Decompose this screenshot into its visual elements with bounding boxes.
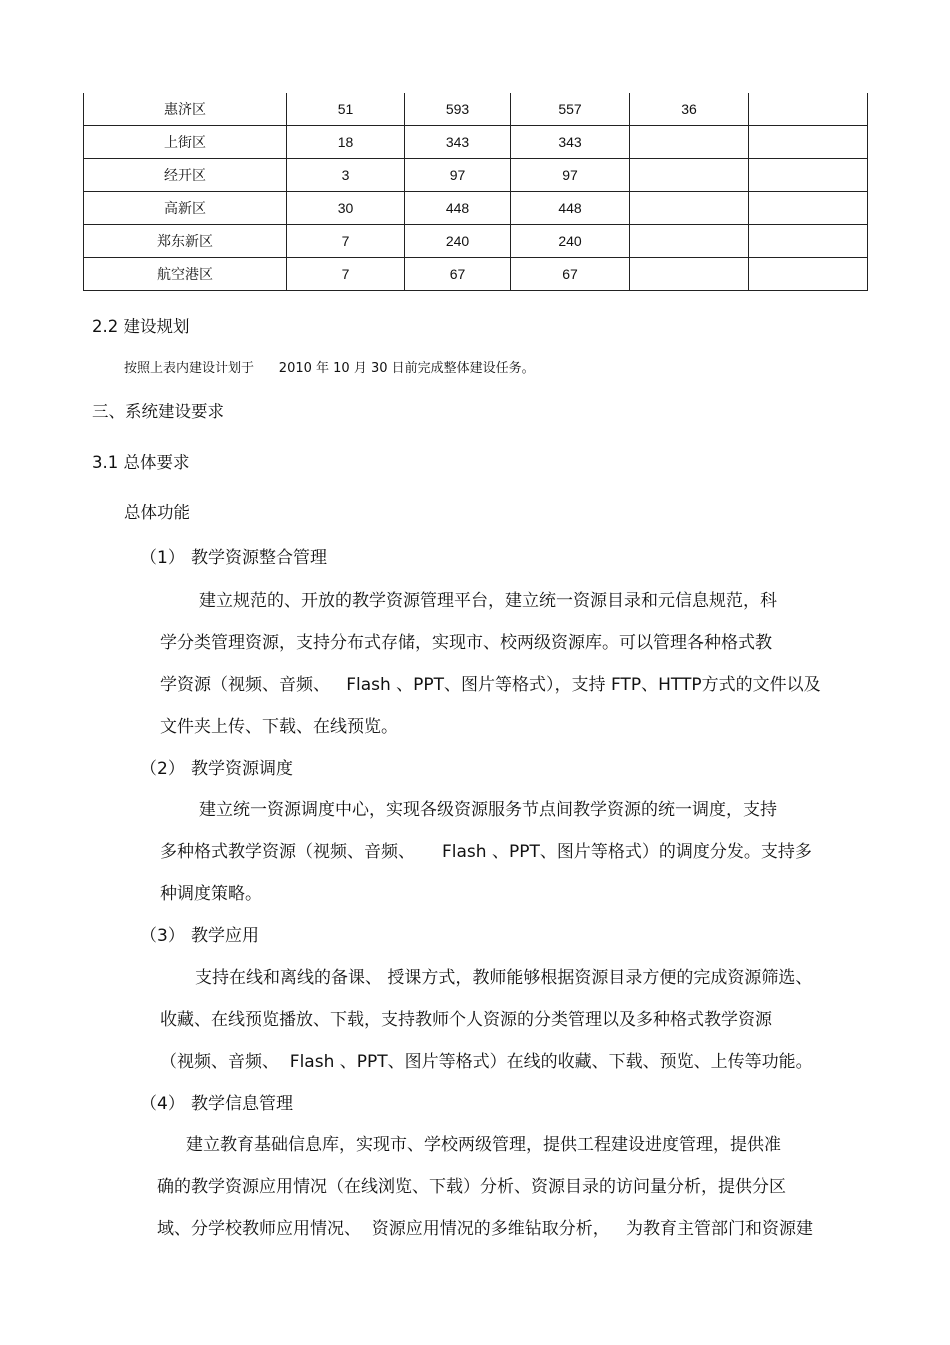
item-4-line: 域、分学校教师应用情况、 资源应用情况的多维钻取分析， 为教育主管部门和资源建 [157,1219,814,1239]
section-3-1-heading: 3.1 总体要求 [92,453,190,472]
table-cell [749,126,868,159]
item-1-line: 文件夹上传、下载、在线预览。 [160,717,398,737]
table-cell: 343 [511,126,630,159]
overall-function-heading: 总体功能 [124,503,190,522]
district-table [83,93,868,291]
table-cell: 557 [511,93,630,126]
district-name-cell: 航空港区 [84,258,287,291]
item-2-line: 建立统一资源调度中心，实现各级资源服务节点间教学资源的统一调度，支持 [199,800,777,820]
item-3-line: 收藏、在线预览播放、下载，支持教师个人资源的分类管理以及多种格式教学资源 [160,1010,772,1030]
table-cell [630,258,749,291]
item-3-line: （视频、音频、 Flash 、PPT、图片等格式）在线的收藏、下载、预览、上传等功能。 [160,1052,813,1072]
table-cell [630,225,749,258]
table-cell: 67 [405,258,511,291]
item-1-title: 教学资源整合管理 [191,548,327,568]
table-cell: 240 [405,225,511,258]
item-3-number: （3） [140,926,185,946]
district-table-body [84,93,868,291]
table-cell [749,192,868,225]
district-name-cell: 惠济区 [84,93,287,126]
item-3-title: 教学应用 [191,926,259,946]
table-cell: 343 [405,126,511,159]
table-cell: 30 [287,192,405,225]
table-cell: 67 [511,258,630,291]
table-cell: 3 [287,159,405,192]
table-row [84,225,868,258]
table-cell [630,192,749,225]
item-1-line: 学分类管理资源，支持分布式存储，实现市、校两级资源库。可以管理各种格式教 [160,633,772,653]
table-cell [749,93,868,126]
section-3-heading: 三、系统建设要求 [92,402,224,421]
item-3-line: 支持在线和离线的备课、 授课方式，教师能够根据资源目录方便的完成资源筛选、 [195,968,813,988]
table-cell: 51 [287,93,405,126]
table-cell: 97 [511,159,630,192]
table-row [84,192,868,225]
item-4-line: 建立教育基础信息库，实现市、学校两级管理，提供工程建设进度管理，提供准 [186,1135,781,1155]
district-name-cell: 郑东新区 [84,225,287,258]
table-row [84,126,868,159]
item-2-number: （2） [140,759,185,779]
item-2-title: 教学资源调度 [191,759,293,779]
item-1-line: 学资源（视频、音频、 Flash 、PPT、图片等格式），支持 FTP、HTTP方式的文件以及 [160,675,821,695]
item-1-number: （1） [140,548,185,568]
table-cell: 593 [405,93,511,126]
table-row [84,258,868,291]
item-4-number: （4） [140,1094,185,1114]
table-cell: 448 [511,192,630,225]
section-2-2-heading: 2.2 建设规划 [92,317,190,336]
section-2-2-text: 按照上表内建设计划于 2010 年 10 月 30 日前完成整体建设任务。 [124,361,535,376]
table-cell: 7 [287,258,405,291]
item-4-title: 教学信息管理 [191,1094,293,1114]
table-cell [749,225,868,258]
table-cell: 448 [405,192,511,225]
table-cell: 240 [511,225,630,258]
table-cell: 36 [630,93,749,126]
district-name-cell: 高新区 [84,192,287,225]
table-cell [630,159,749,192]
table-row [84,159,868,192]
table-cell [630,126,749,159]
table-cell [749,159,868,192]
item-1-line: 建立规范的、开放的教学资源管理平台，建立统一资源目录和元信息规范，科 [199,591,777,611]
table-cell: 97 [405,159,511,192]
item-2-line: 种调度策略。 [160,884,262,904]
item-2-line: 多种格式教学资源（视频、音频、 Flash 、PPT、图片等格式）的调度分发。支持多 [160,842,812,862]
district-name-cell: 上街区 [84,126,287,159]
item-4-line: 确的教学资源应用情况（在线浏览、下载）分析、资源目录的访问量分析，提供分区 [157,1177,786,1197]
table-cell: 18 [287,126,405,159]
table-row [84,93,868,126]
table-cell: 7 [287,225,405,258]
table-cell [749,258,868,291]
district-name-cell: 经开区 [84,159,287,192]
